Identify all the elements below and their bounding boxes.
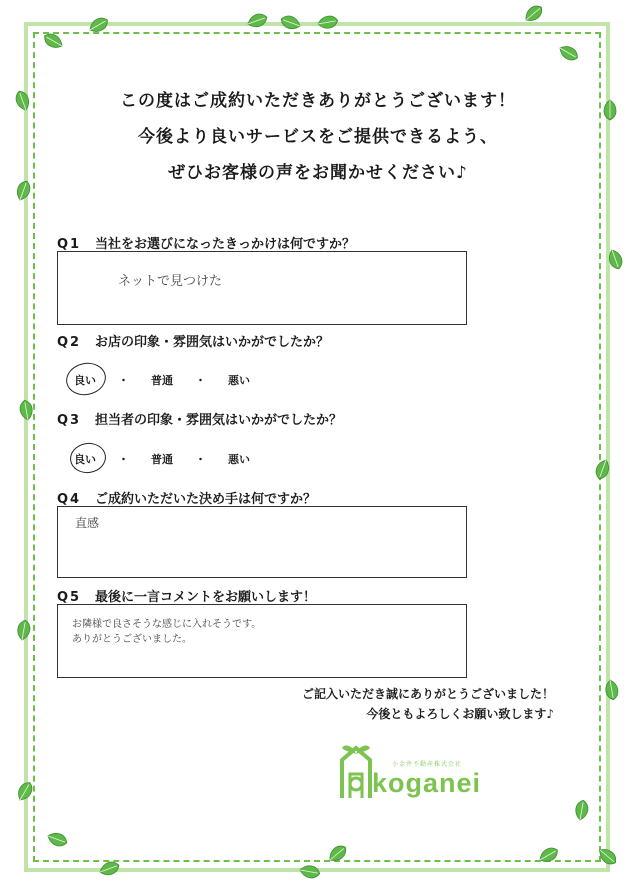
answer-5-handwriting-line-2: ありがとうございました。	[72, 634, 192, 645]
question-number: Q5	[57, 590, 82, 605]
question-text: 最後に一言コメントをお願いします！	[95, 590, 317, 605]
question-text: ご成約いただいた決め手は何ですか？	[95, 492, 317, 507]
header-line-1: この度はご成約いただきありがとうございます！	[120, 91, 516, 111]
question-1	[57, 233, 355, 252]
question-text: 担当者の印象・雰囲気はいかがでしたか？	[95, 413, 343, 428]
separator: ・	[195, 453, 206, 466]
separator: ・	[118, 374, 129, 387]
answer-5-handwriting-line-1: お隣様で良さそうな感じに入れそうです。	[72, 619, 262, 630]
footer-thanks: ご記入いただき誠にありがとうございました！	[301, 687, 554, 701]
question-3	[57, 409, 342, 428]
logo-company-name: 小金井不動産株式会社	[392, 761, 463, 768]
choice-normal[interactable]: 普通	[151, 374, 173, 387]
question-text: お店の印象・雰囲気はいかがでしたか？	[95, 335, 330, 350]
question-text: 当社をお選びになったきっかけは何ですか？	[95, 237, 356, 252]
header-line-2: 今後より良いサービスをご提供できるよう、	[138, 127, 498, 147]
separator: ・	[195, 374, 206, 387]
answer-1-handwriting: ネットで見つけた	[118, 274, 223, 289]
question-5	[57, 586, 316, 605]
question-4	[57, 488, 316, 507]
footer-regards: 今後ともよろしくお願い致します♪	[366, 707, 554, 721]
choice-bad[interactable]: 悪い	[228, 453, 250, 466]
question-number: Q3	[57, 413, 82, 428]
choice-good[interactable]: 良い	[74, 453, 96, 466]
answer-4-handwriting: 直感	[75, 516, 100, 530]
logo-wordmark: koganei	[372, 768, 482, 798]
question-number: Q1	[57, 237, 82, 252]
choice-normal[interactable]: 普通	[151, 453, 173, 466]
header-line-3: ぜひお客様の声をお聞かせください♪	[168, 163, 468, 183]
choice-bad[interactable]: 悪い	[228, 374, 250, 387]
question-number: Q2	[57, 335, 82, 350]
answer-box-4[interactable]	[57, 506, 467, 578]
frame-inner-dashed-border	[33, 32, 601, 862]
question-2	[57, 331, 329, 350]
question-number: Q4	[57, 492, 82, 507]
separator: ・	[118, 453, 129, 466]
choice-good[interactable]: 良い	[74, 374, 96, 387]
